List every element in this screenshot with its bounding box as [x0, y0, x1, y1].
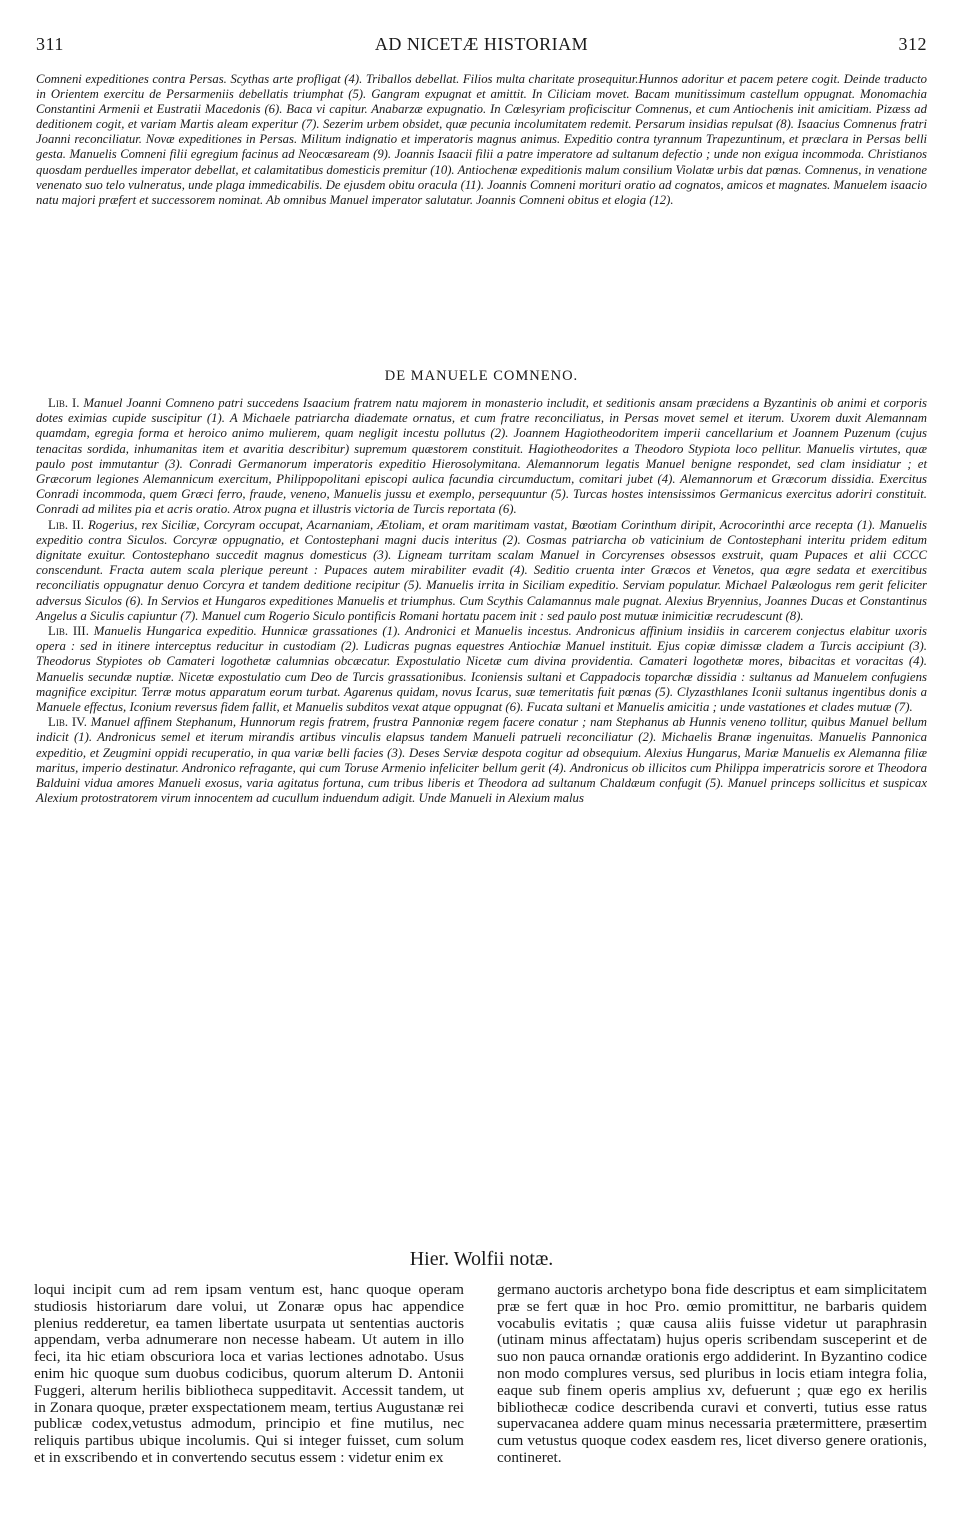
- page-header: [36, 34, 927, 60]
- book-entry-3: [36, 624, 927, 715]
- notes-title: Hier. Wolfii notæ.: [409, 1248, 554, 1270]
- running-title: AD NICETÆ HISTORIAM: [374, 34, 589, 54]
- book-label: Lib. IV.: [48, 715, 87, 730]
- book-text: Manuelis Hungarica expeditio. Hunnicæ grassationes (1). Andronici et Manuelis incestus. Andronicus affinium insidiis in carcerem conjectus elabitur uxoris opera : sed in itinere interceptus reducitur in custodiam (2). Ludicras pugnas equestres Antiochiæ Manuel instituit. Ejus copiæ dimissæ cladem a Turcis accipiunt (3). Theodorus Stypiotes ob Camateri logothetæ calumnias obcæcatur. Expostulatio Nicetæ cum divina providentia. Camateri logothetæ mores, bibacitas et voracitas (4). Manuelis secundæ nuptiæ. Nicetæ expostulatio cum Deo de Turcis grassationibus. Iconiensis sultani et Cappadocis toparchæ dissidia : sultanus ad Manuelem confugiens magnifice excipitur. Terræ motus apparatum eorum turbat. Agarenus quidam, novus Icarus, suæ temeritatis fuit pœnas (5). Clyzasthlanes Iconii sultanus ingentibus donis a Manuele effectus, Iconium reversus fidem fallit, et Manuelis subditos vexat atque oppugnat (6). Fucata sultani et Manuelis amicitia ; unde vastationes et clades mutuæ (7).: [36, 624, 927, 715]
- section-title: DE MANUELE COMNENO.: [384, 368, 579, 384]
- book-entry-1: [36, 396, 927, 518]
- summary-paragraph: Comneni expeditiones contra Persas. Scythas arte profligat (4). Triballos debellat. Filios multa charitate prosequitur.Hunnos adoritur et pacem petere cogit. Deinde traducto in Orientem exercitu de Persarmeniis debellatis triumphat (5). Gangram expugnat et amittit. In Ciliciam movet. Bacam munitissimum castellum oppugnat. Monomachia Constantini Armenii et Eustratii Macedonis (6). Baca vi capitur. Anabarzæ expugnatio. In Cœlesyriam proficiscitur Comnenus, et cum Antiochenis init amicitiam. Pizæss ad deditionem cogit, et variam Martis aleam experitur (7). Sezerim urbem obsidet, quæ pecunia incolumitatem redemit. Persarum insidias repulsat (8). Isaacius Comnenus fratri Joanni reconciliatur. Novæ expeditiones in Persas. Militum indignatio et imperatoris magnus animus. Expeditio contra tyrannum Trapezuntinum, et præclara in Persas belli gesta. Manuelis Comneni filii egregium facinus ad Neocæsaream (9). Joannis Isaacii filii a patre imperatore ad sultanum defectio ; unde non exigua incommoda. Christianos quosdam perduelles imperator debellat, et calamitatibus domesticis premitur (10). Antiochenæ expeditionis malum consilium Violatæ urbis dat pœnas. Comnenus, in venatione venenato suo telo vulneratus, unde plaga immedicabilis. De ejusdem obitu oracula (11). Joannis Comneni morituri oratio ad cognatos, amicos et magnates. Manuelem isaacio natu majori præfert et successorem nominat. Ab omnibus Manuel imperator salutatur. Joannis Comneni obitus et elogia (12).: [36, 72, 927, 207]
- book-label: Lib. II.: [48, 517, 84, 532]
- book-entry-4: [36, 715, 927, 806]
- book-text: Manuel affinem Stephanum, Hunnorum regis fratrem, frustra Pannoniæ regem facere conatur ; nam Stephanus ab Hunnis veneno tollitur, quibus Manuel bellum indicit (1). Andronicus semel et iterum mirandis artibus vinculis elapsus tandem Manueli patrueli reconciliatur (2). Michaelis Branæ ingenuitas. Manuelis Pannonica expeditio, et Zeugmini oppidi recuperatio, in qua variæ belli facies (3). Deses Serviæ despota cogitur ad obsequium. Alexius Hungarus, Mariæ Manuelis ex Alemanna filiæ maritus, imperio destinatur. Andronico refragante, qui cum Toruse Armenio infeliciter bellum gerit (4). Andronicus ob illicitos cum Philippa imperatricis sorore et Theodora Balduini vidua amores Manueli exosus, varia agitatus fortuna, cum tribus liberis et Theodora ad sultanum Chaldæum confugit (5). Manuel princeps sollicitus et suspicax Alexium protostratorem virum innocentem ad cucullum induendum adigit. Unde Manueli in Alexium malus: [36, 715, 927, 806]
- notes-column-right: [497, 1282, 927, 1467]
- book-label: Lib. III.: [48, 624, 89, 639]
- book-summaries: [36, 396, 927, 806]
- book-label: Lib. I.: [48, 396, 80, 410]
- book-text: Manuel Joanni Comneno patri succedens Isaacium fratrem natu majorem in monasterio includit, et seditionis ansam præcidens a Byzantinis ob animi et corporis dotes eximias cupide suscipitur (1). A Michaele patriarcha diademate ornatus, et cum fratre reconciliatus, in Persas movet semel et iterum. Uxorem duxit Alemannam quamdam, egregia forma et heroico animo mulierem, quam negligit incestu pollutus (2). Joannem Hagiotheodoritem imperii cancellarium et Joannem Puzenum (cujus tenacitas sordida, inhumanitas item et avaritia describitur) supremum quæstorem constituit. Hagiotheodorites a Theodoro Stypiota loco pellitur. Manuelis virtutes, quæ paulo post immutantur (3). Conradi Germanorum imperatoris expeditio Hierosolymitana. Alemannorum legatis Manuel benigne respondet, sed clam insidiatur ; et Græcorum legiones Alemannicum exercitum, Philippopolitani episcopi aulica facundia circumductum, comitari jubet (4). Alemannorum et Græcorum dissidia. Exercitus Conradi incommoda, quem Græci ferro, fraude, veneno, Manuelis jussu et exemplo, persequuntur (5). Turcas hostes intensissimos Germanicus exercitus adoriri constituit. Conradi ad milites pia et acris oratio. Atrox pugna et illustris victoria de Turcis reportata (6).: [36, 396, 928, 517]
- notes-text-left: loqui incipit cum ad rem ipsam ventum est, hanc quoque operam studiosis historiarum dare volui, ut Zonaræ opus hac appendice plenius redderetur, ea tamen libertate usurpata ut sententias auctoris appendam, verba adnumerare non necesse habeam. Ut autem in illo feci, ita hic etiam obscuriora loca et varias lectiones adnotabo. Usus enim hic quoque sum duobus codicibus, quorum alterum D. Antonii Fuggeri, alterum herilis bibliotheca suppeditavit. Accessit tandem, ut in Zonara quoque, præter exspectationem meam, tertius Augustanæ rei publicæ codex,vetustus admodum, principio et fine mutilus, nec reliquis partibus ubique incolumis. Qui si integer fuisset, cum solum et in exscribendo et in convertendo secutus essem : videtur enim ex: [34, 1281, 464, 1466]
- book-text: Rogerius, rex Siciliæ, Corcyram occupat, Acarnaniam, Ætoliam, et oram maritimam vastat, Bœotiam Corinthum diripit, Acrocorinthi arce recepta (1). Manuelis expeditio contra Siculos. Corcyræ oppugnatio, et Contostephani magni ducis interitus (2). Cosmas patriarcha ob vaticinium de Contostephani interitu pridem editum dignitate exuitur. Contostephano succedit magnus domesticus (3). Ligneam turritam scalam Manuel in Corcyrenses obsessos exstruit, quam Pupaces et alii CCCC conscendunt. Fracta autem scala plerique pereunt : Pupaces autem mirabiliter evadit (4). Seditio cruenta inter Græcos et Venetos, qua ægre sedata et exercitibus reconciliatis oppugnatur denuo Corcyra et tandem deditione recipitur (5). Manuelis irrita in Siciliam expeditio. Serviam populatur. Michael Palæologus rem gerit feliciter adversus Siculos (6). In Servios et Hungaros expeditiones Manuelis et triumphus. Cum Scythis Calamannus male pugnat. Alexius Bryennius, Joannes Ducas et Constantinus Angelus a Siculis capiuntur (7). Manuel cum Rogerio Siculo pontificis Romani hortatu pacem init : sed paulo post mutuæ inimicitiæ recrudescunt (8).: [36, 517, 928, 623]
- chapter-summary: [36, 72, 927, 208]
- notes-text-right: germano auctoris archetypo bona fide descriptus et eam simplicitatem præ se fert quæ in hoc Pro. œmio promittitur, ne barbaris quidem vocabulis evitatis ; quæ causa aliis fuisse videtur ut paraphrasin (utinam minus affectatam) hujus operis scribendam susceperint et de suo non pauca ornandæ orationis ergo addiderint. In Byzantino codice non modo complures versus, sed pluribus in locis etiam integra folia, eaque sub finem operis amplius xv, defuerunt ; quæ ego ex herilis bibliothecæ codice describenda curavi et converti, tutius esse ratus supervacanea addere quam minus necessaria prætermittere, præsertim cum vetustus quoque codex easdem res, licet diverso genere orationis, contineret.: [497, 1281, 927, 1466]
- notes-column-left: [34, 1282, 464, 1467]
- page-number-left: 311: [36, 34, 64, 54]
- book-entry-2: [36, 518, 927, 624]
- page-number-right: 312: [898, 34, 927, 54]
